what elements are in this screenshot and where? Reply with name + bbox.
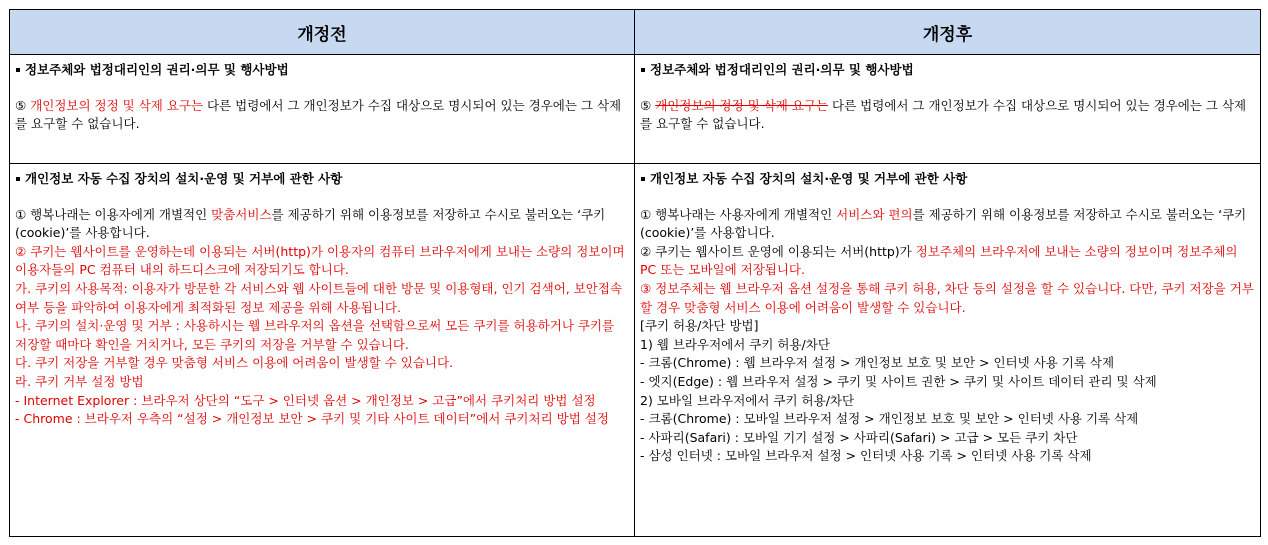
cookie-after-line: - 사파리(Safari) : 모바일 기기 설정 > 사파리(Safari) > 고급 > 모든 쿠키 차단	[640, 429, 1078, 445]
section-title: 정보주체와 법정대리인의 권리·의무 및 행사방법	[15, 61, 630, 80]
bullet-icon	[16, 68, 20, 72]
cookie-after-line: - 엣지(Edge) : 웹 브라우저 설정 > 쿠키 및 사이트 권한 > 쿠키 및 사이트 데이터 관리 및 삭제	[640, 373, 1157, 389]
rights-row	[10, 55, 1261, 164]
cookie-after-line: - 크롬(Chrome) : 웹 브라우저 설정 > 개인정보 보호 및 보안 > 인터넷 사용 기록 삭제	[640, 355, 1115, 371]
rights-before-cell	[10, 55, 635, 164]
cookie-before-line: - Chrome : 브라우저 우측의 “설정 > 개인정보 보안 > 쿠키 및 기타 사이트 데이터”에서 쿠키처리 방법 설정	[15, 411, 609, 427]
cookie-before-line: - Internet Explorer : 브라우저 상단의 “도구 > 인터넷 옵션 > 개인정보 > 고급”에서 쿠키처리 방법 설정	[15, 392, 596, 408]
cookie-before-cell	[10, 164, 635, 537]
cookie-after-line: - 크롬(Chrome) : 모바일 브라우저 설정 > 개인정보 보호 및 보안 > 인터넷 사용 기록 삭제	[640, 411, 1139, 427]
cookie-after-p2: ② 쿠키는 웹사이트 운영에 이용되는 서버(http)가 정보주체의 브라우저에 보내는 소량의 정보이며 정보주체의 PC 또는 모바일에 저장됩니다.	[640, 243, 1238, 278]
cookie-before-p1: ① 행복나래는 이용자에게 개별적인 맞춤서비스를 제공하기 위해 이용정보를 저장하고 수시로 불러오는 ‘쿠키(cookie)’를 사용합니다.	[15, 206, 606, 241]
header-after: 개정후	[635, 10, 1261, 55]
rights-after-cell	[635, 55, 1261, 164]
bullet-icon	[641, 177, 645, 181]
cookie-before-line: 가. 쿠키의 사용목적: 이용자가 방문한 각 서비스와 웹 사이트들에 대한 방문 및 이용형태, 인기 검색어, 보안접속 여부 등을 파악하여 이용자에게 최적화된 정보 제공을 위해 사용됩니다.	[15, 280, 623, 315]
section-title: 개인정보 자동 수집 장치의 설치·운영 및 거부에 관한 사항	[640, 170, 1256, 189]
header-row	[10, 10, 1261, 55]
cookie-after-line: - 삼성 인터넷 : 모바일 브라우저 설정 > 인터넷 사용 기록 > 인터넷 사용 기록 삭제	[640, 448, 1092, 464]
cookie-after-line: 2) 모바일 브라우저에서 쿠키 허용/차단	[640, 392, 855, 408]
rights-after-text: ⑤ 개인정보의 정정 및 삭제 요구는 다른 법령에서 그 개인정보가 수집 대상으로 명시되어 있는 경우에는 그 삭제를 요구할 수 없습니다.	[640, 97, 1247, 132]
cookie-after-line: [쿠키 허용/차단 방법]	[640, 318, 759, 334]
section-title: 개인정보 자동 수집 장치의 설치·운영 및 거부에 관한 사항	[15, 170, 630, 189]
cookie-after-line: 1) 웹 브라우저에서 쿠키 허용/차단	[640, 336, 830, 352]
comparison-table	[9, 9, 1261, 537]
bullet-icon	[641, 68, 645, 72]
rights-before-text: ⑤ 개인정보의 정정 및 삭제 요구는 다른 법령에서 그 개인정보가 수집 대상으로 명시되어 있는 경우에는 그 삭제를 요구할 수 없습니다.	[15, 97, 622, 132]
cookie-after-p1: ① 행복나래는 사용자에게 개별적인 서비스와 편의를 제공하기 위해 이용정보를 저장하고 수시로 불러오는 ‘쿠키(cookie)’를 사용합니다.	[640, 206, 1247, 241]
bullet-icon	[16, 177, 20, 181]
cookie-before-line: 라. 쿠키 거부 설정 방법	[15, 373, 144, 389]
header-before: 개정전	[10, 10, 635, 55]
cookie-after-cell	[635, 164, 1261, 537]
cookie-before-line: 다. 쿠키 저장을 거부할 경우 맞춤형 서비스 이용에 어려움이 발생할 수 있습니다.	[15, 355, 454, 371]
cookie-before-line: 나. 쿠키의 설치·운영 및 거부 : 사용하시는 웹 브라우저의 옵션을 선택함으로써 모든 쿠키를 허용하거나 쿠키를 저장할 때마다 확인을 거치거나, 모든 쿠키의 저장을 거부할 수 있습니다.	[15, 318, 615, 352]
cookie-row	[10, 164, 1261, 537]
cookie-before-line: ② 쿠키는 웹사이트를 운영하는데 이용되는 서버(http)가 이용자의 컴퓨터 브라우저에게 보내는 소량의 정보이며 이용자들의 PC 컴퓨터 내의 하드디스크에 저장되기도 합니다.	[15, 243, 625, 278]
cookie-after-p3: ③ 정보주체는 웹 브라우저 옵션 설정을 통해 쿠키 허용, 차단 등의 설정을 할 수 있습니다. 다만, 쿠키 저장을 거부할 경우 맞춤형 서비스 이용에 어려움이 발생할 수 있습니다.	[640, 280, 1254, 315]
section-title: 정보주체와 법정대리인의 권리·의무 및 행사방법	[640, 61, 1256, 80]
